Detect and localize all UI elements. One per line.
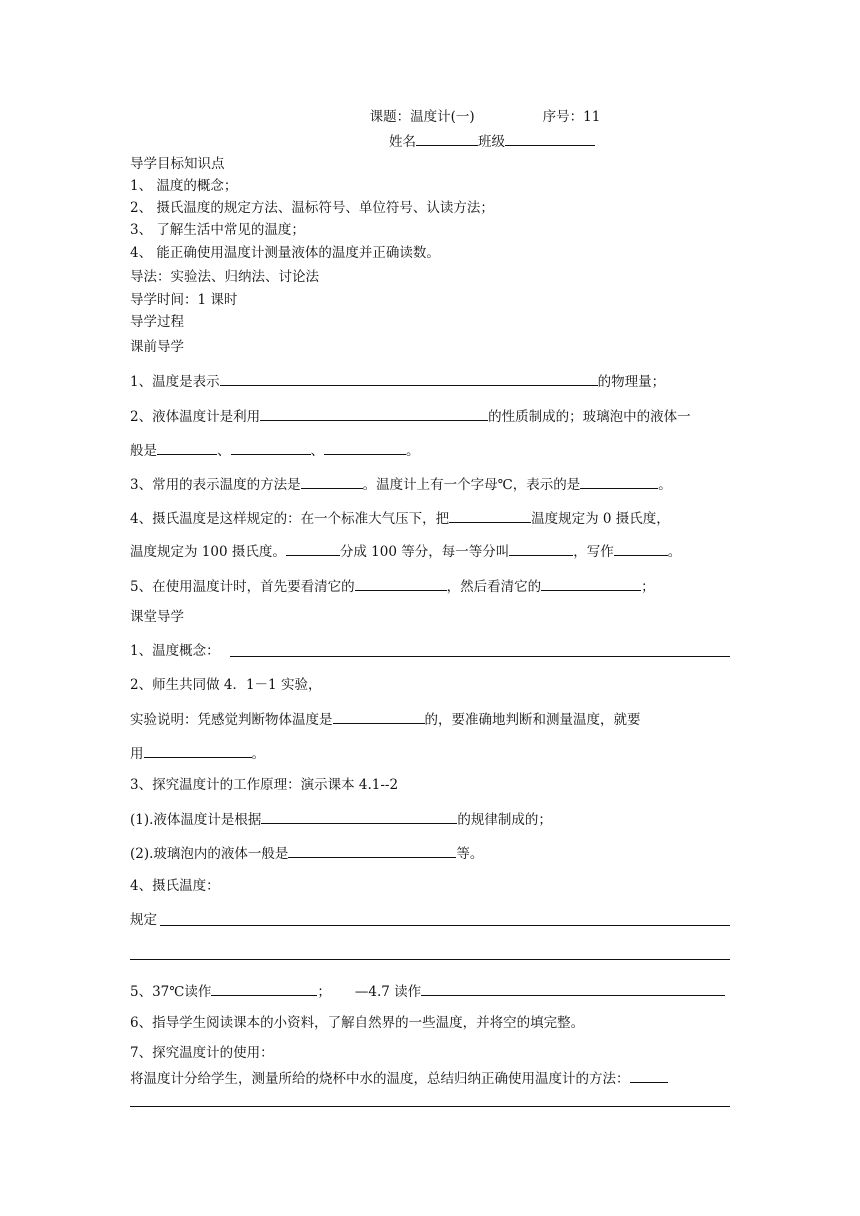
c3-1-text: (1).液体温度计是根据 xyxy=(130,812,262,828)
c1-answer-line[interactable] xyxy=(230,656,730,657)
c3-2-text-end: 等。 xyxy=(456,846,484,862)
q4-text-2: 温度规定为 100 摄氏度。 xyxy=(130,544,286,560)
c3-1-text-end: 的规律制成的； xyxy=(457,812,552,828)
exp-note xyxy=(130,709,730,729)
semicolon: ； xyxy=(317,984,331,1000)
c3-1-blank[interactable] xyxy=(261,809,457,824)
q1-blank[interactable] xyxy=(220,371,598,386)
c5-text-2: —4.7 读作 xyxy=(354,984,422,1000)
q4-blank-4[interactable] xyxy=(614,541,668,556)
process-heading: 导学过程 xyxy=(130,314,184,330)
q3-text: 3、常用的表示温度的方法是 xyxy=(130,477,301,493)
class-field[interactable] xyxy=(505,131,595,146)
q3-blank-1[interactable] xyxy=(301,474,363,489)
q4-text-3: 分成 100 等分，每一等分叫 xyxy=(339,544,510,560)
name-label: 姓名 xyxy=(389,134,416,150)
name-class-line xyxy=(0,131,860,151)
period: 。 xyxy=(658,477,672,493)
c3-line: 3、探究温度计的工作原理：演示课本 4.1--2 xyxy=(130,777,399,793)
period: 。 xyxy=(251,746,265,762)
pre-q1 xyxy=(130,371,730,391)
semicolon: ； xyxy=(641,579,655,595)
lesson-header xyxy=(0,108,860,126)
q4-blank-2[interactable] xyxy=(286,541,340,556)
pre-class-heading: 课前导学 xyxy=(130,339,184,355)
exp-text: 实验说明：凭感觉判断物体温度是 xyxy=(130,712,333,728)
q2-liquid-blank-1[interactable] xyxy=(157,440,217,455)
q1-text-end: 的物理量； xyxy=(597,374,666,390)
q4-text: 4、摄氏温度是这样规定的：在一个标准大气压下，把 xyxy=(130,511,450,527)
c7-text xyxy=(130,1068,730,1088)
q5-text-cont: ，然后看清它的 xyxy=(446,579,542,595)
q4-blank-1[interactable] xyxy=(449,508,531,523)
pre-q4 xyxy=(130,508,730,528)
q4-text-4: ，写作 xyxy=(573,544,614,560)
c7-description: 将温度计分给学生，测量所给的烧杯中水的温度，总结归纳正确使用温度计的方法： xyxy=(130,1071,630,1087)
class-label: 班级 xyxy=(478,134,505,150)
c2-line: 2、师生共同做 4．1－1 实验， xyxy=(130,677,322,693)
period: 。 xyxy=(406,443,420,459)
period: 。 xyxy=(667,544,682,560)
pre-q3 xyxy=(130,474,730,494)
pre-q5 xyxy=(130,576,730,596)
pre-q2-line2 xyxy=(130,440,730,460)
c7-line: 7、探究温度计的使用： xyxy=(130,1045,274,1061)
exp-text-2: 用 xyxy=(130,746,144,762)
c4-rule-label: 规定 xyxy=(130,912,157,928)
exp-blank-1[interactable] xyxy=(333,709,425,724)
c3-2-text: (2).玻璃泡内的液体一般是 xyxy=(130,846,289,862)
c3-2-blank[interactable] xyxy=(288,843,456,858)
separator: 、 xyxy=(217,443,231,459)
q2-liquid-blank-3[interactable] xyxy=(324,440,406,455)
method-line: 导法：实验法、归纳法、讨论法 xyxy=(130,269,319,285)
q4-text-cont: 温度规定为 0 摄氏度， xyxy=(531,511,670,527)
name-field[interactable] xyxy=(416,131,478,146)
q5-blank-2[interactable] xyxy=(541,576,641,591)
q2-liquid-blank-2[interactable] xyxy=(231,440,311,455)
goal-item: 3、 了解生活中常见的温度； xyxy=(130,222,305,238)
q2-text-cont: 的性质制成的；玻璃泡中的液体一 xyxy=(488,409,691,425)
q4-blank-3[interactable] xyxy=(509,541,573,556)
q5-text: 5、在使用温度计时，首先要看清它的 xyxy=(130,579,355,595)
pre-q2 xyxy=(130,406,730,426)
exp-blank-2[interactable] xyxy=(144,743,252,758)
c4-line: 4、摄氏温度： xyxy=(130,878,220,894)
lesson-title: 课题：温度计(一) xyxy=(369,109,475,125)
c3-sub1 xyxy=(130,809,730,829)
c5-line xyxy=(130,981,730,1001)
goal-item: 1、 温度的概念； xyxy=(130,178,238,194)
c6-line: 6、指导学生阅读课本的小资料，了解自然界的一些温度，并将空的填完整。 xyxy=(130,1015,585,1031)
pre-q4-line2 xyxy=(130,541,730,561)
q2-blank[interactable] xyxy=(260,406,488,421)
q5-blank-1[interactable] xyxy=(355,576,447,591)
c7-blank[interactable] xyxy=(630,1068,668,1083)
q3-blank-2[interactable] xyxy=(580,474,658,489)
separator: 、 xyxy=(310,443,324,459)
q3-text-cont: 。温度计上有一个字母℃，表示的是 xyxy=(362,477,581,493)
c7-answer-line[interactable] xyxy=(130,1106,730,1107)
goals-heading: 导学目标知识点 xyxy=(130,156,225,172)
in-class-heading: 课堂导学 xyxy=(130,609,184,625)
c1-label: 1、温度概念： xyxy=(130,643,220,659)
serial-number: 序号：11 xyxy=(542,109,601,125)
c4-rule-answer-line-2[interactable] xyxy=(130,959,730,960)
goal-item: 4、 能正确使用温度计测量液体的温度并正确读数。 xyxy=(130,245,440,261)
q2-text-2: 般是 xyxy=(130,443,157,459)
goal-item: 2、 摄氏温度的规定方法、温标符号、单位符号、认读方法； xyxy=(130,200,494,216)
c3-sub2 xyxy=(130,843,730,863)
exp-text-cont: 的，要准确地判断和测量温度，就要 xyxy=(424,712,641,728)
q1-text: 1、温度是表示 xyxy=(130,374,220,390)
time-line: 导学时间：1 课时 xyxy=(130,292,238,308)
c5-text: 5、37℃读作 xyxy=(130,984,212,1000)
c5-blank-1[interactable] xyxy=(211,981,317,996)
c4-rule-answer-line[interactable] xyxy=(160,925,730,926)
c5-blank-2[interactable] xyxy=(421,981,725,996)
exp-note-line2 xyxy=(130,743,730,763)
q2-text: 2、液体温度计是利用 xyxy=(130,409,261,425)
